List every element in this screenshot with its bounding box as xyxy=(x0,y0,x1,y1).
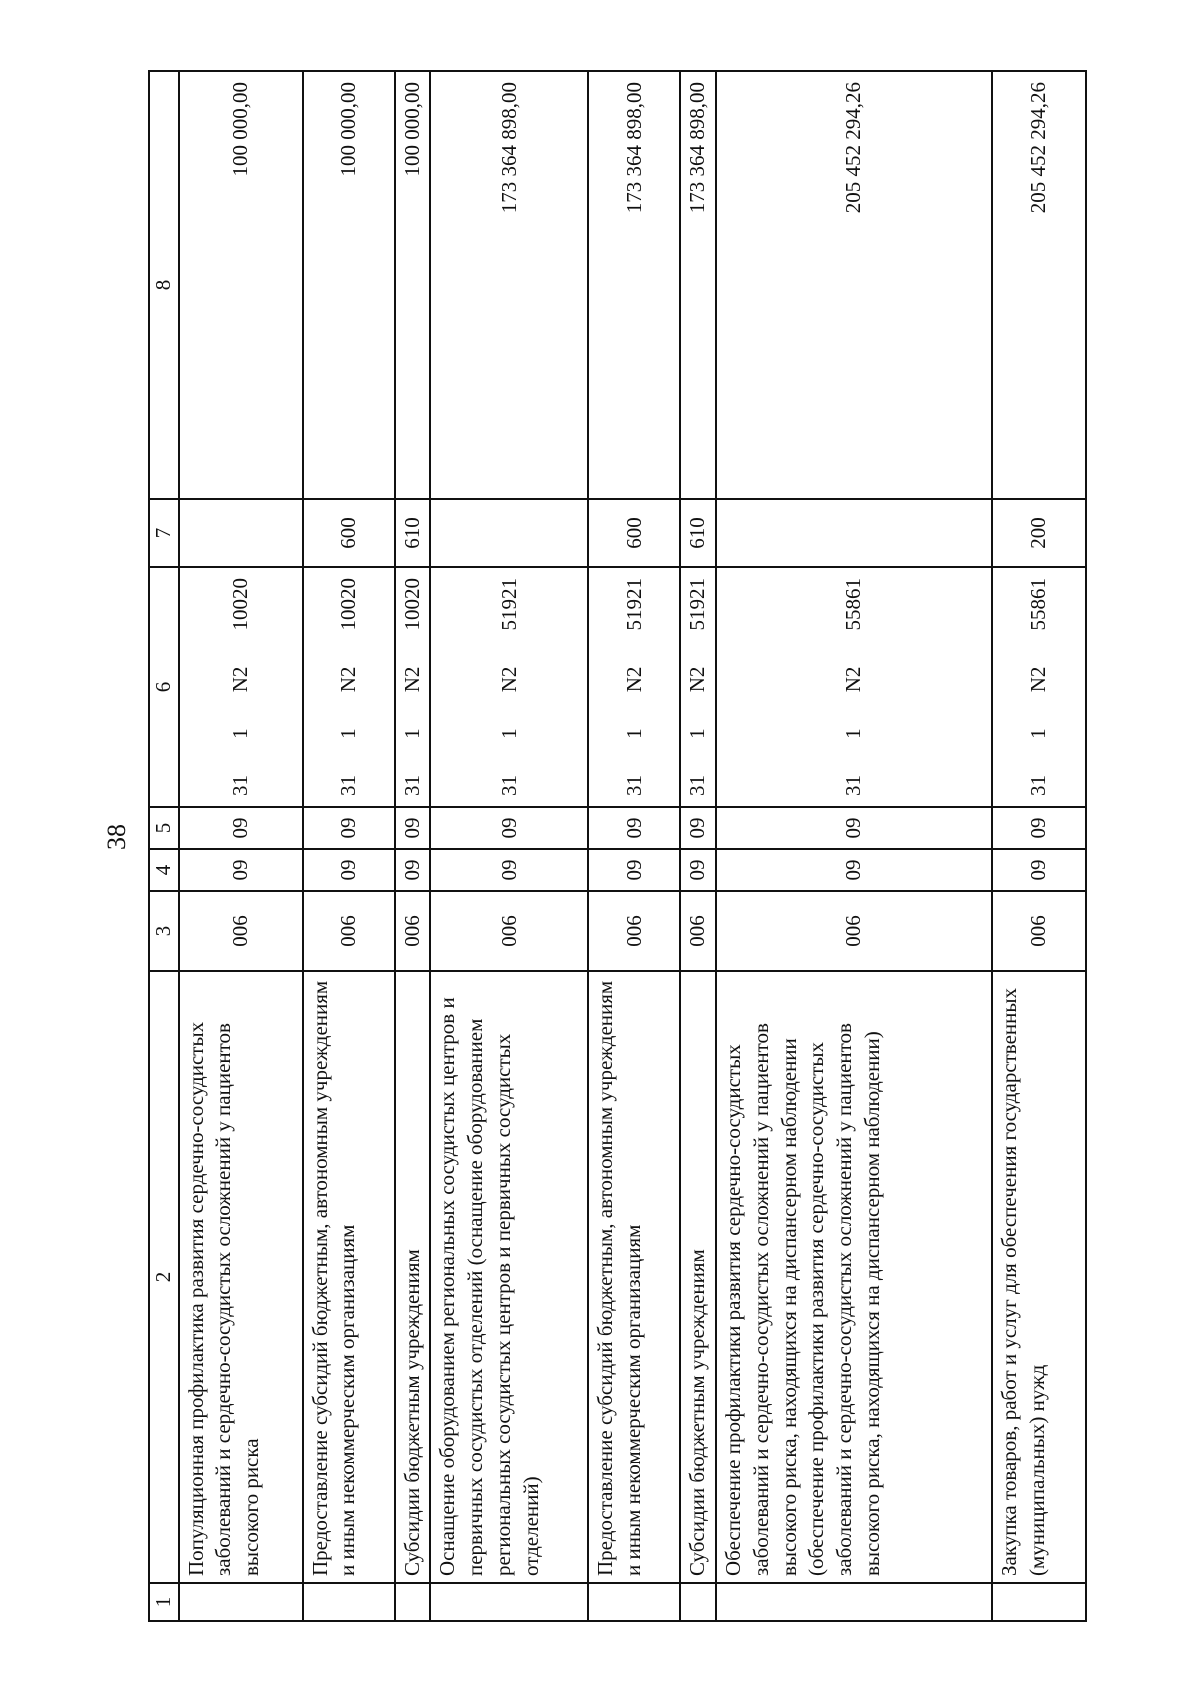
cell-section-code: 09 xyxy=(303,849,395,891)
target-article-code xyxy=(621,574,649,800)
target-article-code xyxy=(1025,574,1053,800)
target-article-code xyxy=(684,574,712,800)
target-article-part: 31 xyxy=(496,775,521,796)
cell-target-article xyxy=(992,567,1086,807)
cell-amount: 100 000,00 xyxy=(303,71,395,499)
target-article-part: 31 xyxy=(399,775,424,796)
cell-description: Предоставление субсидий бюджетным, автономным учреждениям и иным некоммерческим организациям xyxy=(588,971,680,1583)
target-article-code xyxy=(335,574,363,800)
target-article-part: 1 xyxy=(399,728,424,739)
target-article-part: 1 xyxy=(621,728,646,739)
cell-section-code: 09 xyxy=(716,849,992,891)
cell-description: Обеспечение профилактики развития сердечно-сосудистых заболеваний и сердечно-сосудистых осложнений у пациентов высокого риска, находящихся на диспансерном наблюдении (обеспечение профилактики развития сердечно-сосудистых заболеваний и сердечно-сосудистых осложнений у пациентов высокого риска, находящихся на диспансерном наблюдении) xyxy=(716,971,992,1583)
cell-target-article xyxy=(179,567,303,807)
table-row xyxy=(430,71,588,1621)
cell-expense-type: 610 xyxy=(680,499,716,567)
cell-ministry-code: 006 xyxy=(992,891,1086,971)
cell-col-1 xyxy=(588,1583,680,1621)
target-article-part: 31 xyxy=(227,775,252,796)
target-article-part: 31 xyxy=(1026,775,1051,796)
cell-col-1 xyxy=(303,1583,395,1621)
target-article-part: 10020 xyxy=(335,578,360,631)
header-col-6: 6 xyxy=(149,567,179,807)
target-article-part: 1 xyxy=(496,728,521,739)
cell-expense-type xyxy=(179,499,303,567)
target-article-part: N2 xyxy=(399,666,424,693)
cell-col-1 xyxy=(430,1583,588,1621)
target-article-part: 1 xyxy=(1026,728,1051,739)
target-article-part: N2 xyxy=(685,666,710,693)
cell-target-article xyxy=(430,567,588,807)
header-col-2: 2 xyxy=(149,971,179,1583)
cell-expense-type: 200 xyxy=(992,499,1086,567)
cell-amount: 100 000,00 xyxy=(395,71,431,499)
header-col-1: 1 xyxy=(149,1583,179,1621)
target-article-part: 31 xyxy=(335,775,360,796)
cell-subsection-code: 09 xyxy=(179,807,303,849)
cell-amount: 173 364 898,00 xyxy=(680,71,716,499)
budget-table-rotated xyxy=(148,72,1070,1622)
target-article-part: 55861 xyxy=(841,578,866,631)
cell-section-code: 09 xyxy=(395,849,431,891)
cell-target-article xyxy=(395,567,431,807)
cell-description: Субсидии бюджетным учреждениям xyxy=(395,971,431,1583)
cell-col-1 xyxy=(680,1583,716,1621)
budget-table xyxy=(148,70,1087,1622)
target-article-part: 10020 xyxy=(227,578,252,631)
header-row xyxy=(149,71,179,1621)
page-number: 38 xyxy=(102,824,131,850)
header-col-5: 5 xyxy=(149,807,179,849)
target-article-part: 51921 xyxy=(621,578,646,631)
target-article-code xyxy=(840,574,868,800)
target-article-part: 31 xyxy=(621,775,646,796)
budget-table-container xyxy=(148,72,1070,1622)
cell-section-code: 09 xyxy=(992,849,1086,891)
table-body xyxy=(149,71,1086,1621)
cell-ministry-code: 006 xyxy=(680,891,716,971)
target-article-part: N2 xyxy=(841,666,866,693)
cell-description: Оснащение оборудованием региональных сосудистых центров и первичных сосудистых отделений (оснащение оборудованием региональных сосудистых центров и первичных сосудистых отделений) xyxy=(430,971,588,1583)
target-article-part: N2 xyxy=(227,666,252,693)
target-article-code xyxy=(227,574,255,800)
cell-expense-type: 600 xyxy=(588,499,680,567)
cell-ministry-code: 006 xyxy=(395,891,431,971)
table-row xyxy=(179,71,303,1621)
cell-subsection-code: 09 xyxy=(395,807,431,849)
cell-section-code: 09 xyxy=(430,849,588,891)
table-row xyxy=(680,71,716,1621)
table-row xyxy=(716,71,992,1621)
cell-col-1 xyxy=(992,1583,1086,1621)
target-article-part: 1 xyxy=(227,728,252,739)
target-article-part: 31 xyxy=(685,775,710,796)
cell-description: Предоставление субсидий бюджетным, автономным учреждениям и иным некоммерческим организациям xyxy=(303,971,395,1583)
cell-ministry-code: 006 xyxy=(716,891,992,971)
cell-expense-type: 600 xyxy=(303,499,395,567)
cell-description: Субсидии бюджетным учреждениям xyxy=(680,971,716,1583)
cell-ministry-code: 006 xyxy=(303,891,395,971)
cell-ministry-code: 006 xyxy=(588,891,680,971)
cell-target-article xyxy=(303,567,395,807)
cell-amount: 205 452 294,26 xyxy=(716,71,992,499)
header-col-4: 4 xyxy=(149,849,179,891)
table-row xyxy=(588,71,680,1621)
cell-expense-type: 610 xyxy=(395,499,431,567)
cell-subsection-code: 09 xyxy=(588,807,680,849)
cell-amount: 173 364 898,00 xyxy=(430,71,588,499)
cell-amount: 205 452 294,26 xyxy=(992,71,1086,499)
cell-amount: 100 000,00 xyxy=(179,71,303,499)
cell-subsection-code: 09 xyxy=(303,807,395,849)
cell-section-code: 09 xyxy=(680,849,716,891)
target-article-part: N2 xyxy=(335,666,360,693)
target-article-part: 55861 xyxy=(1026,578,1051,631)
header-col-3: 3 xyxy=(149,891,179,971)
cell-amount: 173 364 898,00 xyxy=(588,71,680,499)
cell-target-article xyxy=(680,567,716,807)
cell-col-1 xyxy=(395,1583,431,1621)
target-article-part: N2 xyxy=(621,666,646,693)
cell-description: Популяционная профилактика развития сердечно-сосудистых заболеваний и сердечно-сосудистых осложнений у пациентов высокого риска xyxy=(179,971,303,1583)
table-row xyxy=(395,71,431,1621)
cell-section-code: 09 xyxy=(179,849,303,891)
table-row xyxy=(303,71,395,1621)
cell-subsection-code: 09 xyxy=(992,807,1086,849)
target-article-part: 10020 xyxy=(399,578,424,631)
target-article-part: 1 xyxy=(335,728,360,739)
cell-subsection-code: 09 xyxy=(716,807,992,849)
cell-expense-type xyxy=(430,499,588,567)
target-article-part: 31 xyxy=(841,775,866,796)
target-article-part: N2 xyxy=(1026,666,1051,693)
cell-description: Закупка товаров, работ и услуг для обеспечения государственных (муниципальных) нужд xyxy=(992,971,1086,1583)
cell-section-code: 09 xyxy=(588,849,680,891)
table-row xyxy=(992,71,1086,1621)
target-article-part: N2 xyxy=(496,666,521,693)
header-col-7: 7 xyxy=(149,499,179,567)
target-article-part: 51921 xyxy=(496,578,521,631)
cell-target-article xyxy=(588,567,680,807)
target-article-part: 1 xyxy=(841,728,866,739)
cell-subsection-code: 09 xyxy=(430,807,588,849)
target-article-part: 1 xyxy=(685,728,710,739)
target-article-part: 51921 xyxy=(685,578,710,631)
cell-subsection-code: 09 xyxy=(680,807,716,849)
cell-ministry-code: 006 xyxy=(430,891,588,971)
target-article-code xyxy=(496,574,524,800)
cell-expense-type xyxy=(716,499,992,567)
header-col-8: 8 xyxy=(149,71,179,499)
cell-ministry-code: 006 xyxy=(179,891,303,971)
cell-col-1 xyxy=(179,1583,303,1621)
cell-target-article xyxy=(716,567,992,807)
cell-col-1 xyxy=(716,1583,992,1621)
target-article-code xyxy=(399,574,427,800)
